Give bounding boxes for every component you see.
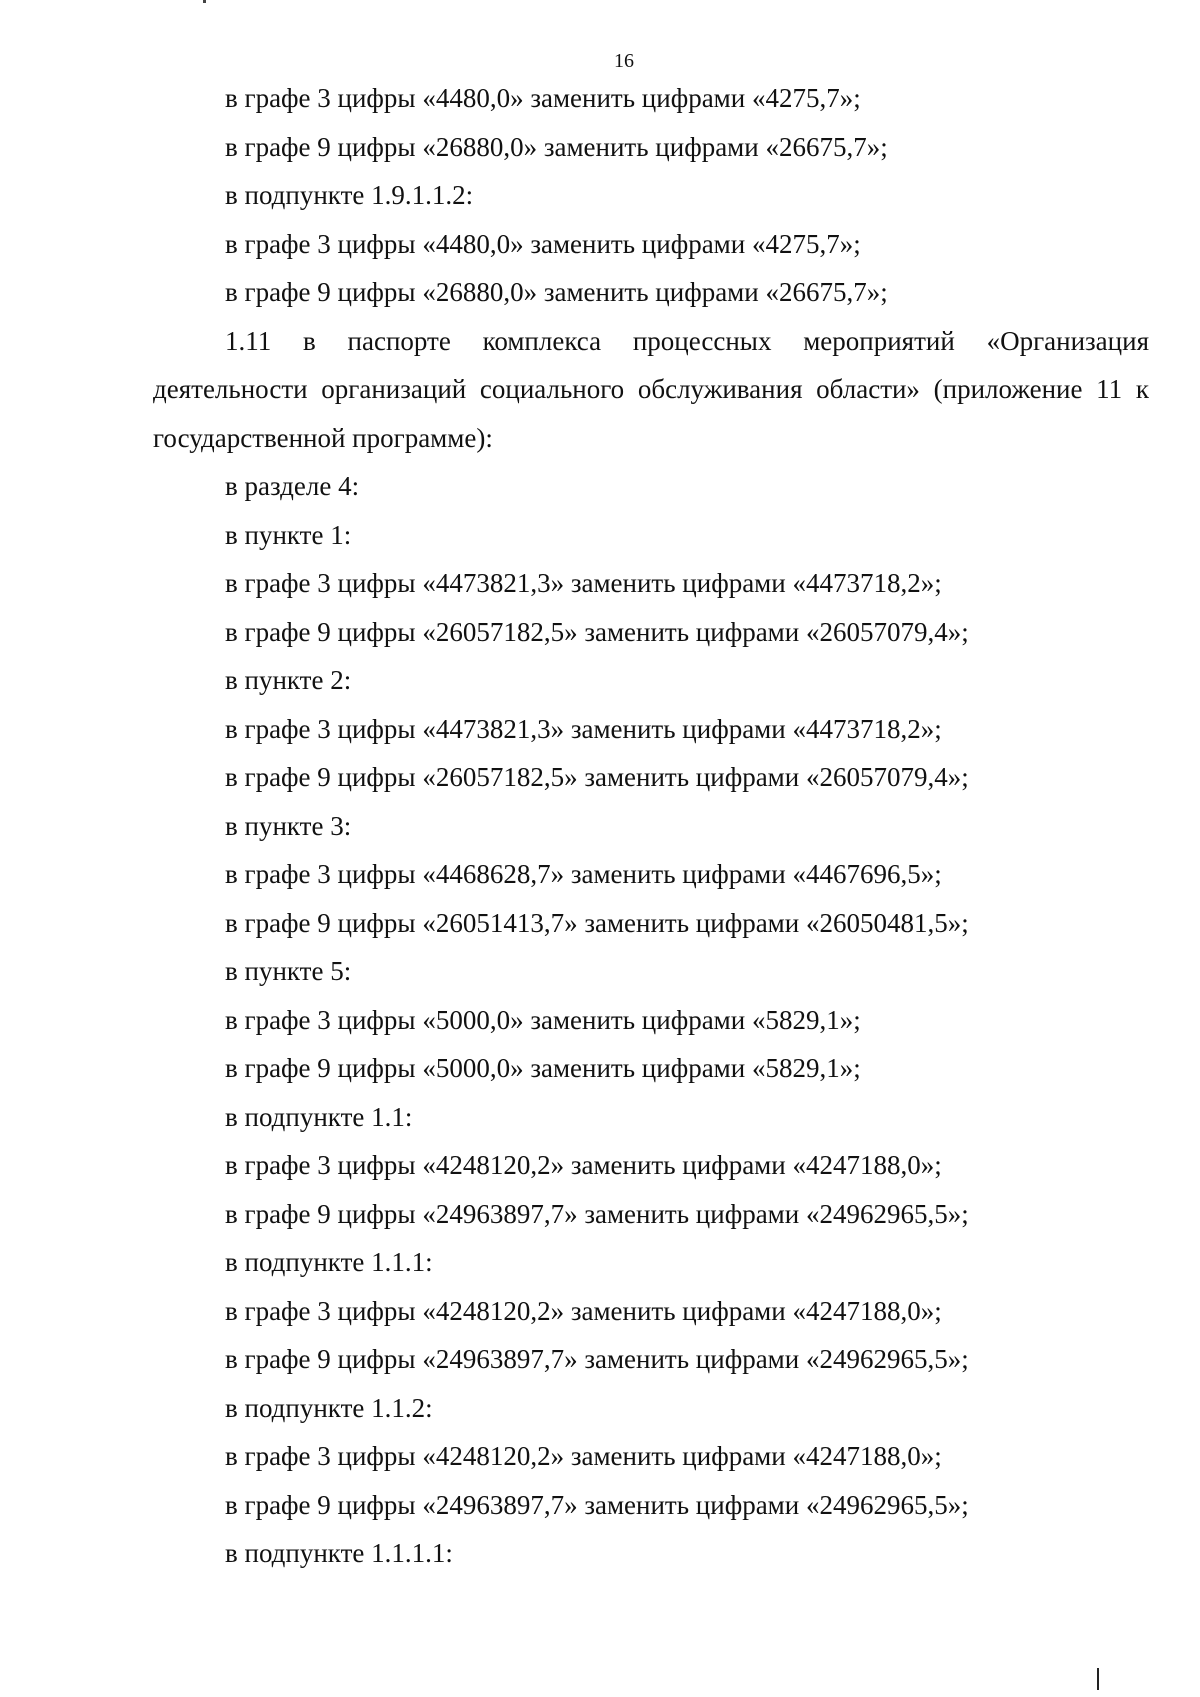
text-line: в графе 9 цифры «24963897,7» заменить цифрами «24962965,5»; <box>225 1344 969 1374</box>
text-line: в подпункте 1.1: <box>225 1101 413 1132</box>
text-line: в пункте 5: <box>225 956 352 986</box>
text-line: в подпункте 1.9.1.1.2: <box>225 180 474 210</box>
text-line: в подпункте 1.1.1.1: <box>225 1538 453 1568</box>
text-line: в графе 3 цифры «4248120,2» заменить цифрами «4247188,0»; <box>225 1295 942 1326</box>
text-line: в графе 9 цифры «24963897,7» заменить цифрами «24962965,5»; <box>225 1198 969 1229</box>
text-line: в графе 3 цифры «5000,0» заменить цифрами «5829,1»; <box>225 1004 861 1035</box>
paragraph-1-11: 1.11 в паспорте комплекса процессных мероприятий «Организация деятельности организаций социального обслуживания области» (приложение 11 к государственной программе): <box>153 325 1149 453</box>
text-line: в графе 9 цифры «26051413,7» заменить цифрами «26050481,5»; <box>225 907 969 938</box>
text-line: в графе 9 цифры «5000,0» заменить цифрами «5829,1»; <box>225 1053 861 1083</box>
text-line: в пункте 1: <box>225 519 352 550</box>
text-line: в пункте 2: <box>225 665 352 695</box>
text-line: в графе 3 цифры «4468628,7» заменить цифрами «4467696,5»; <box>225 859 942 889</box>
text-line: в графе 9 цифры «26880,0» заменить цифрами «26675,7»; <box>225 277 888 307</box>
page-number: 16 <box>614 50 634 72</box>
scan-speck <box>203 0 206 3</box>
text-line: в подпункте 1.1.1: <box>225 1247 433 1277</box>
document-body <box>153 74 1149 1578</box>
text-line: в графе 3 цифры «4473821,3» заменить цифрами «4473718,2»; <box>225 713 942 744</box>
text-line: в подпункте 1.1.2: <box>225 1392 433 1423</box>
text-line: в пункте 3: <box>225 810 352 841</box>
text-line: в графе 9 цифры «24963897,7» заменить цифрами «24962965,5»; <box>225 1489 969 1520</box>
text-line: в графе 9 цифры «26057182,5» заменить цифрами «26057079,4»; <box>225 616 969 647</box>
text-line: в графе 3 цифры «4480,0» заменить цифрами «4275,7»; <box>225 228 861 259</box>
scan-margin-mark <box>1097 1668 1099 1690</box>
text-line: в графе 3 цифры «4473821,3» заменить цифрами «4473718,2»; <box>225 568 942 598</box>
text-line: в графе 9 цифры «26880,0» заменить цифрами «26675,7»; <box>225 131 888 162</box>
text-line: в графе 3 цифры «4248120,2» заменить цифрами «4247188,0»; <box>225 1150 942 1180</box>
text-line: в графе 3 цифры «4480,0» заменить цифрами «4275,7»; <box>225 83 861 113</box>
text-line: в графе 9 цифры «26057182,5» заменить цифрами «26057079,4»; <box>225 762 969 792</box>
text-line: в графе 3 цифры «4248120,2» заменить цифрами «4247188,0»; <box>225 1441 942 1471</box>
text-line: в разделе 4: <box>225 471 360 501</box>
